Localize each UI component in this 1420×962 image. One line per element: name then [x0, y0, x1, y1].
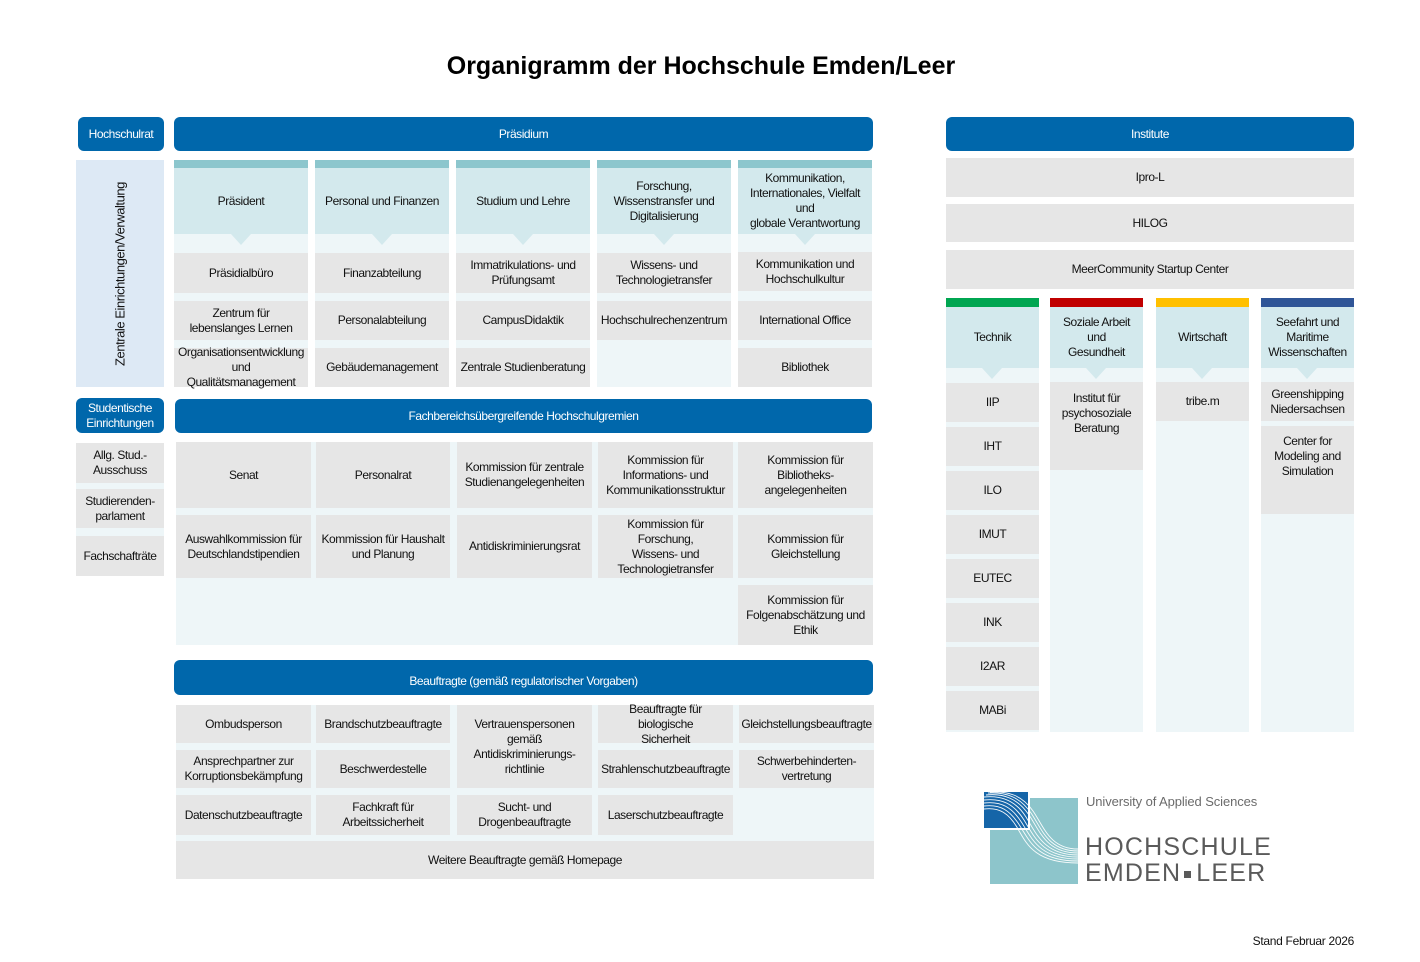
- unit-box: [738, 252, 872, 291]
- unit-label: Wissens- und Technologietransfer: [615, 258, 713, 287]
- column-header-label: Personal und Finanzen: [325, 193, 439, 208]
- committee-box: [316, 442, 450, 508]
- column-accent-strip: [174, 160, 308, 168]
- officer-label: Beschwerdestelle: [339, 761, 427, 776]
- unit-label: Kommunikation und Hochschulkultur: [755, 256, 855, 286]
- officer-label: Ombudsperson: [205, 716, 282, 731]
- logo-wordmark-line1: HOCHSCHULE: [1085, 833, 1273, 861]
- officer-box: [316, 705, 450, 743]
- officer-label: Schwerbehinderten- vertretung: [756, 754, 857, 783]
- officer-label: Beauftragte für biologische Sicherheit: [629, 701, 702, 746]
- unit-label: Organisationsentwicklung und Qualitätsmanagement: [178, 345, 304, 389]
- officer-label: Ansprechpartner zur Korruptionsbekämpfung: [184, 754, 303, 783]
- studentische-header: [76, 398, 164, 433]
- committee-label: Antidiskriminierungsrat: [468, 539, 581, 553]
- unit-label: Präsidialbüro: [208, 265, 274, 280]
- faculty-header: [946, 307, 1039, 368]
- unit-label: Studierenden- parlament: [85, 493, 155, 523]
- institute-name: Ipro-L: [1135, 170, 1165, 184]
- stand-date: Stand Februar 2026: [1252, 934, 1354, 948]
- committee-box: [176, 515, 311, 578]
- column-header-label: Studium und Lehre: [476, 193, 570, 208]
- unit-box: [597, 253, 731, 293]
- institute-header: [946, 117, 1354, 151]
- committee-label: Senat: [228, 467, 259, 482]
- faculty-header: [1156, 307, 1249, 368]
- beauftragte-label: Beauftragte (gemäß regulatorischer Vorgaben): [409, 674, 638, 688]
- institute-name: I2AR: [980, 659, 1005, 673]
- faculty-institute-box: [946, 603, 1039, 642]
- institute-name: ILO: [983, 483, 1002, 497]
- arrow-down-icon: [654, 234, 674, 245]
- unit-box: [738, 348, 872, 387]
- officer-box: [176, 795, 311, 835]
- officer-box: [598, 795, 733, 835]
- institute-name: HILOG: [1132, 215, 1168, 230]
- more-officers-box: [176, 841, 874, 879]
- faculty-name: Wirtschaft: [1178, 330, 1227, 344]
- committee-box: [598, 515, 733, 578]
- unit-label: Gebäudemanagement: [326, 360, 438, 374]
- column-header-label: Forschung, Wissenstransfer und Digitalisierung: [613, 178, 715, 223]
- logo-tagline: University of Applied Sciences: [1086, 794, 1258, 809]
- committee-box: [738, 585, 873, 645]
- unit-box: [456, 301, 590, 340]
- unit-label: Zentrum für lebenslanges Lernen: [189, 305, 293, 335]
- faculty-background: [1156, 368, 1249, 732]
- faculty-color-strip: [946, 298, 1039, 307]
- faculty-header: [1261, 307, 1354, 368]
- officer-label: Laserschutzbeauftragte: [607, 807, 724, 822]
- unit-box: [597, 301, 731, 340]
- committee-label: Kommission für Informations- und Kommunikationsstruktur: [606, 452, 725, 497]
- officer-box: [316, 795, 450, 835]
- officer-box: [598, 750, 733, 788]
- officer-box: [457, 795, 592, 835]
- studentische-label: Studentische Einrichtungen: [86, 400, 154, 430]
- faculty-color-strip: [1261, 298, 1354, 307]
- faculty-institute-box: [1261, 382, 1354, 421]
- institute-name: INK: [983, 615, 1002, 629]
- committee-box: [176, 442, 311, 508]
- unit-box: [174, 345, 308, 389]
- committee-box: [316, 515, 450, 578]
- faculty-institute-box: [946, 471, 1039, 510]
- officer-label: Gleichstellungsbeauftragte: [741, 716, 872, 731]
- officer-box: [598, 701, 733, 746]
- officer-label: Sucht- und Drogenbeauftragte: [478, 800, 571, 829]
- institute-box: [946, 204, 1354, 242]
- officer-box: [457, 705, 592, 788]
- unit-box: [315, 253, 449, 293]
- faculty-institute-box: [946, 691, 1039, 730]
- committee-label: Kommission für Forschung, Wissens- und Technologietransfer: [617, 516, 714, 576]
- faculty-institute-box: [946, 647, 1039, 686]
- faculty-background: [1261, 368, 1354, 732]
- faculty-color-strip: [1156, 298, 1249, 307]
- unit-box: [174, 253, 308, 293]
- faculty-name: Soziale Arbeit und Gesundheit: [1062, 315, 1131, 359]
- beauftragte-header: [174, 660, 873, 695]
- committee-label: Kommission für Gleichstellung: [767, 531, 844, 561]
- column-accent-strip: [315, 160, 449, 168]
- committee-box: [598, 442, 733, 508]
- zentrale-verwaltung-panel: [76, 160, 164, 387]
- committee-box: [738, 515, 873, 578]
- unit-label: Finanzabteilung: [343, 265, 421, 280]
- committee-label: Kommission für Bibliotheks- angelegenheiten: [764, 452, 847, 497]
- praesidium-header: [174, 117, 873, 151]
- unit-label: International Office: [759, 313, 851, 327]
- arrow-down-icon: [1297, 368, 1317, 379]
- arrow-down-icon: [513, 234, 533, 245]
- student-unit-box: [76, 443, 164, 483]
- faculty-name: Technik: [973, 330, 1012, 344]
- unit-label: Personalabteilung: [337, 313, 427, 327]
- institute-name: tribe.m: [1185, 394, 1220, 408]
- praesidium-label: Präsidium: [498, 126, 549, 141]
- column-header-label: Präsident: [217, 193, 265, 208]
- faculty-institute-box: [1050, 382, 1143, 470]
- unit-label: Zentrale Studienberatung: [460, 360, 586, 374]
- gremien-label: Fachbereichsübergreifende Hochschulgremien: [408, 408, 639, 423]
- university-logo-icon: [982, 789, 1082, 887]
- unit-label: Immatrikulations- und Prüfungsamt: [470, 258, 576, 287]
- column-accent-strip: [738, 160, 872, 168]
- logo-wordmark-emden: EMDEN: [1085, 859, 1182, 887]
- unit-box: [738, 301, 872, 340]
- logo-wordmark-leer: LEER: [1196, 859, 1267, 887]
- hochschulrat-header: [78, 117, 164, 151]
- student-unit-box: [76, 536, 164, 576]
- praesidium-column-header: [174, 168, 308, 234]
- column-accent-strip: [456, 160, 590, 168]
- officer-label: Strahlenschutzbeauftragte: [601, 761, 730, 776]
- committee-box: [738, 442, 873, 508]
- faculty-header: [1050, 307, 1143, 368]
- committee-box: [457, 442, 592, 508]
- committee-box: [457, 515, 592, 578]
- institute-name: Institut für psychosoziale Beratung: [1061, 390, 1132, 435]
- committee-label: Auswahlkommission für Deutschlandstipendien: [185, 531, 302, 561]
- officer-box: [176, 705, 311, 743]
- unit-box: [456, 253, 590, 293]
- praesidium-column-header: [597, 168, 731, 234]
- faculty-institute-box: [946, 559, 1039, 598]
- officer-label: Datenschutzbeauftragte: [184, 807, 303, 822]
- officer-box: [176, 750, 311, 788]
- arrow-down-icon: [1192, 368, 1212, 379]
- institute-name: MABi: [979, 703, 1006, 717]
- unit-box: [315, 301, 449, 340]
- institute-box: [946, 250, 1354, 289]
- faculty-institute-box: [946, 515, 1039, 554]
- unit-box: [456, 348, 590, 387]
- praesidium-column-header: [738, 168, 872, 234]
- unit-label: CampusDidaktik: [482, 313, 564, 327]
- institute-name: Center for Modeling and Simulation: [1274, 433, 1341, 478]
- committee-label: Kommission für Haushalt und Planung: [321, 531, 445, 561]
- officer-label: Vertrauenspersonen gemäß Antidiskriminierungs- richtlinie: [473, 716, 576, 776]
- institute-box: [946, 158, 1354, 197]
- praesidium-column-header: [456, 168, 590, 234]
- unit-label: Hochschulrechenzentrum: [600, 313, 728, 327]
- committee-label: Personalrat: [354, 467, 412, 482]
- column-accent-strip: [597, 160, 731, 168]
- institute-name: IMUT: [978, 527, 1007, 541]
- unit-label: Bibliothek: [781, 360, 829, 374]
- page-title: Organigramm der Hochschule Emden/Leer: [446, 52, 956, 80]
- arrow-down-icon: [1086, 368, 1106, 379]
- officer-label: Fachkraft für Arbeitssicherheit: [342, 800, 424, 829]
- faculty-institute-box: [946, 383, 1039, 422]
- institute-name: Greenshipping Niedersachsen: [1270, 386, 1345, 416]
- officer-box: [739, 705, 874, 743]
- officer-box: [316, 750, 450, 788]
- unit-label: Fachschafträte: [83, 548, 157, 563]
- zentrale-verwaltung-label: Zentrale Einrichtungen/Verwaltung: [112, 181, 128, 366]
- committee-label: Kommission für Folgenabschätzung und Ethik: [746, 592, 865, 637]
- officer-label: Brandschutzbeauftragte: [324, 716, 442, 731]
- arrow-down-icon: [795, 234, 815, 245]
- student-unit-box: [76, 489, 164, 528]
- more-officers-label: Weitere Beauftragte gemäß Homepage: [428, 852, 622, 867]
- unit-label: Allg. Stud.- Ausschuss: [93, 448, 147, 477]
- faculty-institute-box: [946, 427, 1039, 466]
- arrow-down-icon: [982, 368, 1002, 379]
- arrow-down-icon: [231, 234, 251, 245]
- arrow-down-icon: [372, 234, 392, 245]
- faculty-name: Seefahrt und Maritime Wissenschaften: [1268, 315, 1347, 359]
- committee-label: Kommission für zentrale Studienangelegenheiten: [464, 460, 585, 489]
- logo-separator-square: [1184, 871, 1191, 878]
- logo-wordmark-line2: [1085, 860, 1266, 886]
- gremien-header: [175, 399, 872, 433]
- institute-name: IIP: [985, 395, 1000, 409]
- institute-label: Institute: [1131, 126, 1169, 141]
- faculty-institute-box: [1261, 426, 1354, 514]
- institute-name: MeerCommunity Startup Center: [1071, 262, 1229, 276]
- faculty-institute-box: [1156, 382, 1249, 421]
- institute-name: IHT: [983, 439, 1002, 453]
- faculty-color-strip: [1050, 298, 1143, 307]
- unit-box: [315, 348, 449, 387]
- hochschulrat-label: Hochschulrat: [88, 126, 154, 141]
- officer-box: [739, 750, 874, 788]
- unit-box: [174, 301, 308, 340]
- column-header-label: Kommunikation, Internationales, Vielfalt und globale Verantwortung: [750, 171, 860, 230]
- institute-name: EUTEC: [973, 571, 1012, 585]
- praesidium-column-header: [315, 168, 449, 234]
